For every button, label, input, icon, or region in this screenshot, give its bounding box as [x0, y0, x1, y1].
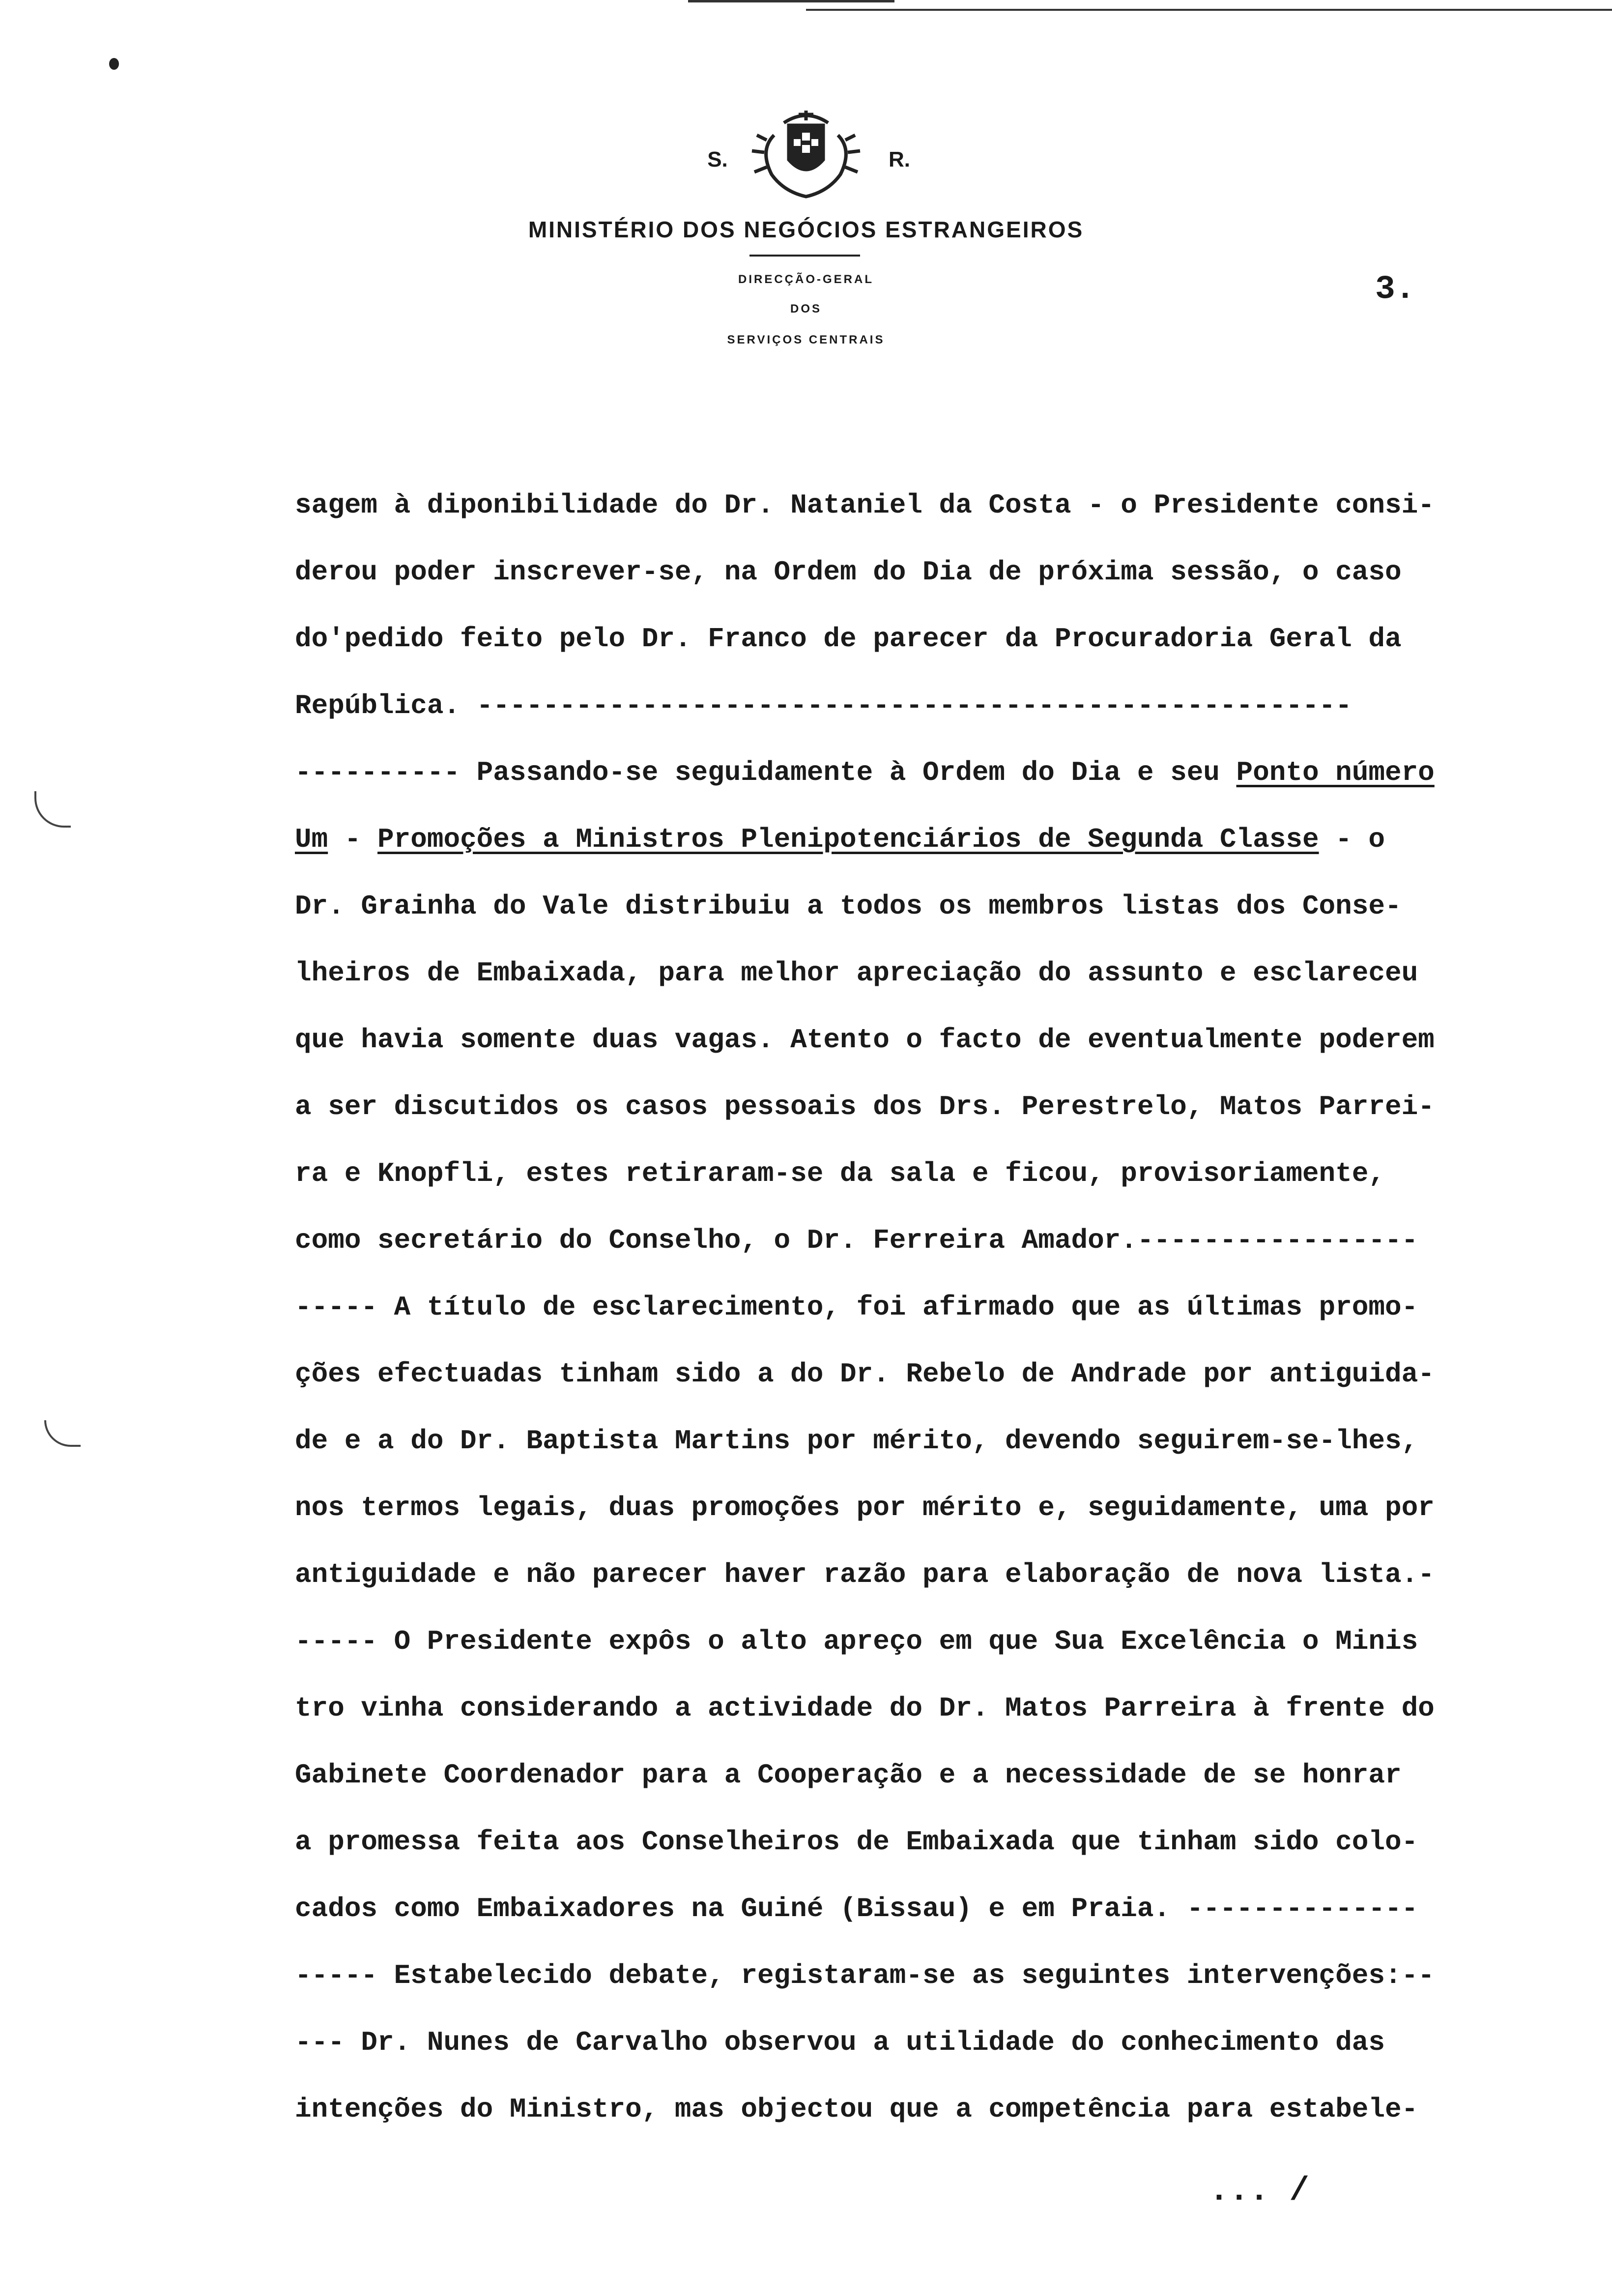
continuation-mark: ... /: [1209, 2172, 1310, 2210]
body-line: sagem à diponibilidade do Dr. Nataniel da Costa - o Presidente consi-: [295, 489, 1435, 521]
body-line: ----- Estabelecido debate, registaram-se as seguintes intervenções:--: [295, 1960, 1435, 1991]
body-line: ra e Knopfli, estes retiraram-se da sala e ficou, provisoriamente,: [295, 1158, 1385, 1189]
body-line-text: - o: [1319, 824, 1385, 855]
body-line: República. -----------------------------------------------------: [295, 690, 1352, 721]
margin-mark-upper: [34, 791, 71, 828]
margin-mark-lower: [44, 1420, 81, 1447]
body-line: Gabinete Coordenador para a Cooperação e a necessidade de se honrar: [295, 1759, 1402, 1791]
body-line-agenda: [295, 739, 1553, 806]
body-line: lheiros de Embaixada, para melhor apreciação do assunto e esclareceu: [295, 957, 1418, 989]
body-line-text: -: [328, 824, 378, 855]
division-line-3: SERVIÇOS CENTRAIS: [727, 333, 885, 346]
agenda-item-underlined: Ponto número: [1236, 757, 1435, 788]
body-line: --- Dr. Nunes de Carvalho observou a utilidade do conhecimento das: [295, 2027, 1385, 2058]
body-line: ----- O Presidente expôs o alto apreço em que Sua Excelência o Minis: [295, 1626, 1418, 1657]
body-line: do'pedido feito pelo Dr. Franco de parecer da Procuradoria Geral da: [295, 623, 1402, 655]
body-line: ----- A título de esclarecimento, foi afirmado que as últimas promo-: [295, 1292, 1418, 1323]
body-line-agenda-title: [295, 806, 1553, 873]
division-line-2: DOS: [790, 302, 822, 316]
agenda-item-um: Um: [295, 824, 328, 855]
body-line: nos termos legais, duas promoções por mérito e, seguidamente, uma por: [295, 1492, 1435, 1523]
agenda-item-title: Promoções a Ministros Plenipotenciários de Segunda Classe: [377, 824, 1319, 855]
ministry-rule: [749, 255, 860, 257]
body-line: a ser discutidos os casos pessoais dos Drs. Perestrelo, Matos Parrei-: [295, 1091, 1435, 1122]
body-line: de e a do Dr. Baptista Martins por mérito, devendo seguirem-se-lhes,: [295, 1425, 1418, 1457]
body-line: intenções do Ministro, mas objectou que a competência para estabele-: [295, 2094, 1418, 2125]
body-line-text: ---------- Passando-se seguidamente à Ordem do Dia e seu: [295, 757, 1237, 788]
body-line: tro vinha considerando a actividade do Dr. Matos Parreira à frente do: [295, 1693, 1435, 1724]
body-line: Dr. Grainha do Vale distribuiu a todos os membros listas dos Conse-: [295, 890, 1402, 922]
page-number: 3.: [1375, 270, 1415, 308]
ink-dot: [109, 58, 119, 70]
body-line: como secretário do Conselho, o Dr. Ferreira Amador.-----------------: [295, 1225, 1418, 1256]
body-line: cados como Embaixadores na Guiné (Bissau) e em Praia. --------------: [295, 1893, 1418, 1924]
body-line: que havia somente duas vagas. Atento o facto de eventualmente poderem: [295, 1024, 1435, 1056]
letterhead-s-mark: S.: [707, 147, 728, 172]
ministry-name: MINISTÉRIO DOS NEGÓCIOS ESTRANGEIROS: [528, 217, 1084, 242]
minutes-body: [295, 472, 1553, 2143]
coat-of-arms-icon: [745, 106, 867, 204]
letterhead-r-mark: R.: [889, 147, 910, 172]
top-rule-right: [806, 9, 1612, 11]
body-line: antiguidade e não parecer haver razão para elaboração de nova lista.-: [295, 1559, 1435, 1590]
body-line: derou poder inscrever-se, na Ordem do Dia de próxima sessão, o caso: [295, 556, 1402, 588]
body-line: a promessa feita aos Conselheiros de Embaixada que tinham sido colo-: [295, 1826, 1418, 1858]
body-line: ções efectuadas tinham sido a do Dr. Rebelo de Andrade por antiguida-: [295, 1358, 1435, 1390]
division-line-1: DIRECÇÃO-GERAL: [738, 273, 874, 286]
top-rule-left: [688, 0, 894, 2]
